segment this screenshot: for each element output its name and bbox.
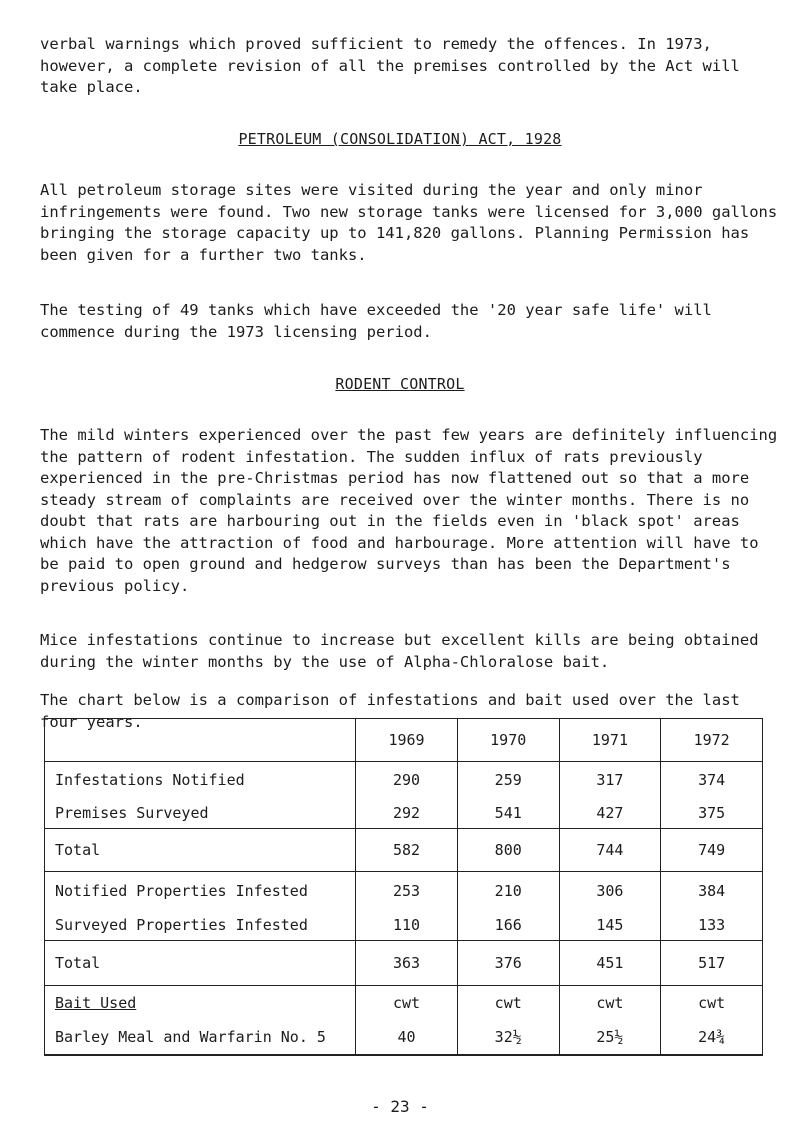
table-cell: 427 [559,798,661,829]
table-row [45,910,763,941]
row-label: Premises Surveyed [45,798,356,829]
table-header-row [45,719,763,762]
table-cell: 582 [356,829,458,872]
table-cell: 376 [457,941,559,986]
table-header-blank [45,719,356,762]
table-cell: 451 [559,941,661,986]
table-cell: 749 [661,829,763,872]
row-label: Infestations Notified [45,762,356,799]
table-cell: 363 [356,941,458,986]
rodent-paragraph-1: The mild winters experienced over the past few years are definitely influencing the pattern of rodent infestation. The sudden influx of rats previously experienced in the pre-Christmas period has now flattened out so that a more steady stream of complaints are received over the winter months. There is no doubt that rats are harbouring out in the fields even in 'black spot' areas which have the attraction of food and harbourage. More attention will have to be paid to open ground and hedgerow surveys than has been the Department's previous policy. [40,426,778,595]
infestation-table [44,718,763,1056]
table-cell: 25½ [559,1020,661,1055]
row-label: Bait Used [45,986,356,1021]
table-cell: 374 [661,762,763,799]
petroleum-heading: PETROLEUM (CONSOLIDATION) ACT, 1928 [238,130,562,148]
table-row [45,762,763,799]
table-cell: 290 [356,762,458,799]
row-label: Surveyed Properties Infested [45,910,356,941]
table-row-total [45,829,763,872]
table-cell: 253 [356,872,458,911]
table-cell: 541 [457,798,559,829]
table-cell: 517 [661,941,763,986]
petroleum-paragraph-2: The testing of 49 tanks which have exceeded the '20 year safe life' will commence during the 1973 licensing period. [40,301,712,341]
row-label: Total [45,829,356,872]
table-cell: 744 [559,829,661,872]
table-cell: 24¾ [661,1020,763,1055]
table-row-total [45,941,763,986]
table-cell: 210 [457,872,559,911]
rodent-paragraph-2: Mice infestations continue to increase but excellent kills are being obtained during the winter months by the use of Alpha-Chloralose bait. [40,631,759,671]
row-label: Notified Properties Infested [45,872,356,911]
table-row [45,798,763,829]
rodent-paragraph-3: The chart below is a comparison of infestations and bait used over the last four years. [40,691,740,731]
rodent-heading: RODENT CONTROL [335,375,465,393]
table-row [45,872,763,911]
year-header: 1970 [457,719,559,762]
table-cell: cwt [457,986,559,1021]
table-cell: 40 [356,1020,458,1055]
row-label: Total [45,941,356,986]
table-cell: 259 [457,762,559,799]
table-cell: 145 [559,910,661,941]
table-row [45,986,763,1021]
table-cell: 292 [356,798,458,829]
table-cell: 375 [661,798,763,829]
table-cell: 384 [661,872,763,911]
page-number: - 23 - [371,1097,429,1116]
table-cell: 306 [559,872,661,911]
year-header: 1971 [559,719,661,762]
table-cell: cwt [559,986,661,1021]
table-cell: 32½ [457,1020,559,1055]
table-cell: 133 [661,910,763,941]
year-header: 1972 [661,719,763,762]
intro-paragraph: verbal warnings which proved sufficient to remedy the offences. In 1973, however, a complete revision of all the premises controlled by the Act will take place. [40,35,740,96]
year-header: 1969 [356,719,458,762]
table-cell: 110 [356,910,458,941]
table-cell: 800 [457,829,559,872]
row-label: Barley Meal and Warfarin No. 5 [45,1020,356,1055]
table-row [45,1020,763,1055]
table-cell: 166 [457,910,559,941]
petroleum-paragraph-1: All petroleum storage sites were visited during the year and only minor infringements were found. Two new storage tanks were licensed for 3,000 gallons bringing the storage capacity up to 141,820 gallons. Planning Permission has been given for a further two tanks. [40,181,778,264]
table-cell: cwt [356,986,458,1021]
table-cell: 317 [559,762,661,799]
table-cell: cwt [661,986,763,1021]
